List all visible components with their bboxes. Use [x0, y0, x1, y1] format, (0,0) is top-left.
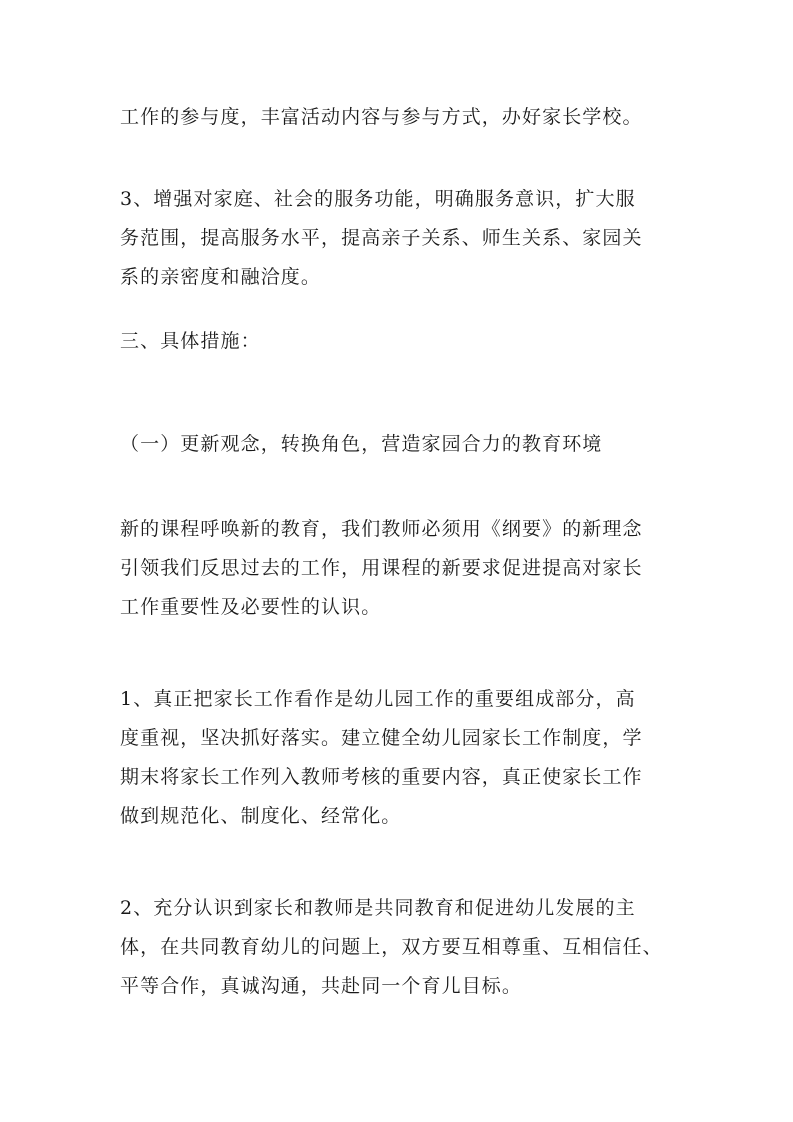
text-line: 做到规范化、制度化、经常化。	[120, 805, 402, 827]
text-line: 系的亲密度和融洽度。	[120, 266, 322, 288]
text-line: 平等合作，真诚沟通，共赴同一个育儿目标。	[120, 975, 523, 997]
text-line: 3、增强对家庭、社会的服务功能，明确服务意识，扩大服	[120, 188, 636, 210]
text-line: 工作重要性及必要性的认识。	[120, 596, 382, 618]
section-heading-measures	[120, 322, 680, 361]
text-line: 1、真正把家长工作看作是幼儿园工作的重要组成部分，高	[120, 688, 636, 710]
subsection-heading-concept	[120, 425, 680, 464]
paragraph-new-curriculum	[120, 510, 680, 627]
text-line: （一）更新观念，转换角色，营造家园合力的教育环境	[120, 433, 603, 455]
text-line: 务范围，提高服务水平，提高亲子关系、师生关系、家园关	[120, 227, 643, 249]
paragraph-item-2	[120, 889, 680, 1006]
paragraph-parent-school	[120, 98, 680, 137]
text-line: 工作的参与度，丰富活动内容与参与方式，办好家长学校。	[120, 106, 643, 128]
text-line: 度重视，坚决抓好落实。建立健全幼儿园家长工作制度，学	[120, 727, 643, 749]
paragraph-service-function	[120, 180, 680, 297]
text-line: 体，在共同教育幼儿的问题上，双方要互相尊重、互相信任、	[120, 936, 663, 958]
text-line: 引领我们反思过去的工作，用课程的新要求促进提高对家长	[120, 557, 643, 579]
text-line: 三、具体措施：	[120, 330, 261, 352]
text-line: 期末将家长工作列入教师考核的重要内容，真正使家长工作	[120, 766, 643, 788]
text-line: 2、充分认识到家长和教师是共同教育和促进幼儿发展的主	[120, 897, 636, 919]
paragraph-item-1	[120, 680, 680, 836]
text-line: 新的课程呼唤新的教育，我们教师必须用《纲要》的新理念	[120, 518, 643, 540]
